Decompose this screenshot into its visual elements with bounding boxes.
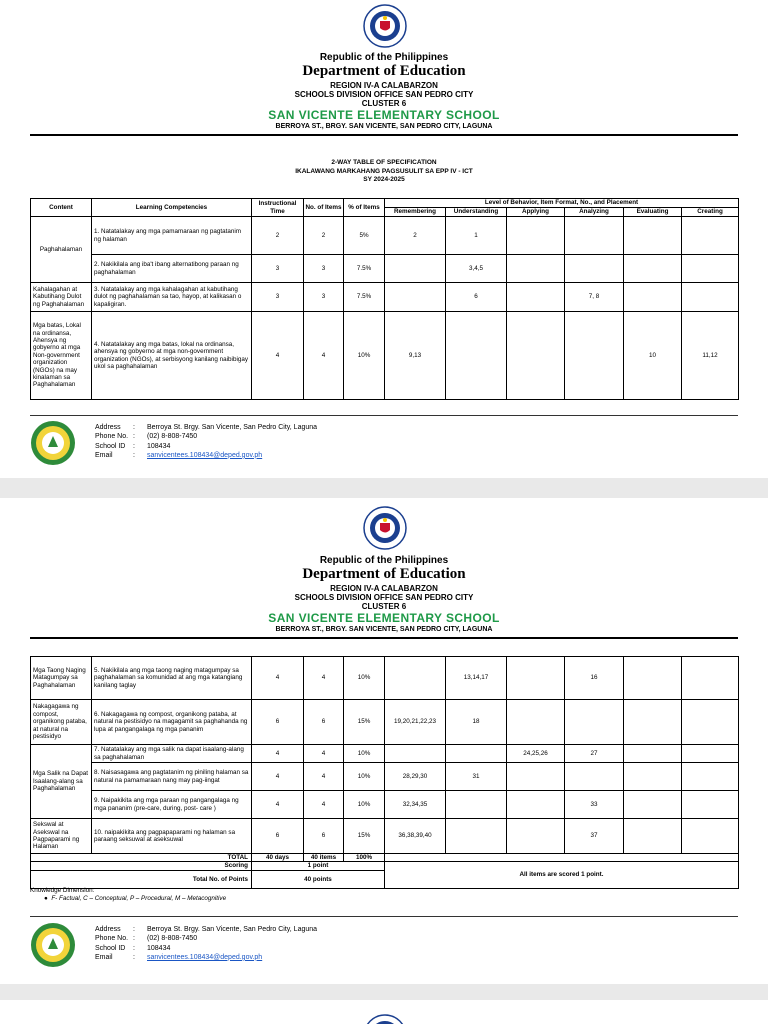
table-row (31, 819, 739, 854)
percent-cell: 10% (344, 791, 385, 819)
separator: : (133, 926, 135, 933)
page-2 (0, 498, 768, 984)
creating-cell (682, 791, 739, 819)
creating-cell (682, 819, 739, 854)
evaluating-cell (624, 819, 682, 854)
competency-cell: 4. Natatalakay ang mga batas, lokal na ordinansa, ahensya ng gobyerno at mga non-government organization (NGOs), at serbisyong kanilang naibibigay ukol sa paghahalaman (92, 312, 252, 400)
scoring-label: Scoring (31, 862, 252, 870)
cluster-label: CLUSTER 6 (361, 99, 407, 108)
page-3 (0, 1000, 768, 1024)
remembering-cell (385, 745, 446, 763)
email-label: Email (95, 953, 113, 961)
division-label: SCHOOLS DIVISION OFFICE SAN PEDRO CITY (294, 90, 474, 99)
percent-cell: 5% (344, 217, 385, 255)
school-id-label: School ID (95, 442, 126, 450)
applying-cell (507, 763, 565, 791)
time-cell: 4 (252, 657, 304, 700)
understanding-cell: 6 (446, 283, 507, 312)
total-row (31, 854, 739, 862)
total-time: 40 days (252, 854, 304, 862)
applying-cell (507, 700, 565, 745)
separator: : (133, 953, 135, 961)
col-time: Instructional Time (252, 199, 304, 217)
republic-label: Republic of the Philippines (319, 52, 449, 63)
school-logo-icon (30, 420, 76, 466)
content-cell: Nakagagawa ng compost, organikong pataba, at natural na pestisidyo (31, 700, 92, 745)
evaluating-cell (624, 700, 682, 745)
remembering-cell: 28,29,30 (385, 763, 446, 791)
remembering-cell: 2 (385, 217, 446, 255)
table-row (31, 255, 739, 283)
items-cell: 4 (304, 763, 344, 791)
percent-cell: 7.5% (344, 255, 385, 283)
phone-value: (02) 8-808-7450 (147, 935, 198, 943)
understanding-cell: 13,14,17 (446, 657, 507, 700)
tos-table-page1 (30, 198, 739, 400)
remembering-cell (385, 255, 446, 283)
region-label: REGION IV-A CALABARZON (330, 584, 438, 593)
items-cell: 4 (304, 745, 344, 763)
time-cell: 4 (252, 791, 304, 819)
total-items: 40 items (304, 854, 344, 862)
cluster-label: CLUSTER 6 (361, 602, 407, 611)
footer-contact (95, 423, 317, 460)
col-percent: % of Items (344, 199, 385, 217)
content-cell: Mga Salik na Dapat Isaalang-alang sa Paghahalaman (31, 745, 92, 819)
percent-cell: 10% (344, 763, 385, 791)
address-label: Address (95, 926, 121, 933)
percent-cell: 10% (344, 312, 385, 400)
analyzing-cell (565, 217, 624, 255)
applying-cell: 24,25,26 (507, 745, 565, 763)
understanding-cell: 3,4,5 (446, 255, 507, 283)
applying-cell (507, 255, 565, 283)
address-value: Berroya St. Brgy. San Vicente, San Pedro City, Laguna (147, 424, 318, 431)
time-cell: 4 (252, 745, 304, 763)
applying-cell (507, 283, 565, 312)
separator: : (133, 451, 135, 459)
competency-cell: 8. Naisasagawa ang pagtatanim ng piniling halaman sa natural na pamamaraan nang may pag-iingat (92, 763, 252, 791)
knowledge-legend-text: F- Factual, C – Conceptual, P – Procedural, M – Metacognitive (51, 895, 227, 902)
remembering-cell (385, 283, 446, 312)
email-label: Email (95, 451, 113, 459)
deped-seal-icon (363, 1014, 407, 1024)
items-cell: 6 (304, 700, 344, 745)
competency-cell: 10. naipakikita ang pagpapaparami ng halaman sa paraang seksuwal at aseksuwal (92, 819, 252, 854)
creating-cell (682, 657, 739, 700)
school-logo-icon (30, 922, 76, 968)
creating-cell (682, 745, 739, 763)
competency-cell: 3. Natatalakay ang mga kahalagahan at kabutihang dulot ng paghahalaman sa tao, hayop, at kalikasan o kapaligiran. (92, 283, 252, 312)
analyzing-cell (565, 763, 624, 791)
total-label: TOTAL (31, 854, 252, 862)
points-label: Total No. of Points (31, 870, 252, 888)
page-1 (0, 0, 768, 478)
evaluating-cell: 10 (624, 312, 682, 400)
time-cell: 3 (252, 283, 304, 312)
analyzing-cell: 27 (565, 745, 624, 763)
understanding-cell (446, 819, 507, 854)
col-understanding: Understanding (446, 208, 507, 217)
col-analyzing: Analyzing (565, 208, 624, 217)
scoring-value: 1 point (252, 862, 385, 870)
creating-cell (682, 283, 739, 312)
evaluating-cell (624, 791, 682, 819)
col-applying: Applying (507, 208, 565, 217)
analyzing-cell: 16 (565, 657, 624, 700)
col-content: Content (31, 199, 92, 217)
col-creating: Creating (682, 208, 739, 217)
table-row (31, 312, 739, 400)
title-line-1: 2-WAY TABLE OF SPECIFICATION (331, 159, 437, 166)
content-cell: Paghahalaman (31, 217, 92, 283)
total-percent: 100% (344, 854, 385, 862)
understanding-cell: 31 (446, 763, 507, 791)
knowledge-legend: ● F- Factual, C – Conceptual, P – Procedural, M – Metacognitive (44, 895, 227, 902)
footer-divider (30, 415, 738, 416)
title-line-2: IKALAWANG MARKAHANG PAGSUSULIT SA EPP IV - ICT (295, 167, 473, 175)
evaluating-cell (624, 657, 682, 700)
time-cell: 2 (252, 217, 304, 255)
table-row (31, 745, 739, 763)
understanding-cell (446, 791, 507, 819)
school-id-value: 108434 (147, 944, 171, 952)
separator: : (133, 433, 135, 441)
col-evaluating: Evaluating (624, 208, 682, 217)
department-label: Department of Education (302, 63, 466, 79)
percent-cell: 10% (344, 657, 385, 700)
items-cell: 2 (304, 217, 344, 255)
understanding-cell: 1 (446, 217, 507, 255)
email-link[interactable]: sanvicentees.108434@deped.gov.ph (147, 451, 263, 459)
address-label: Address (95, 424, 121, 431)
competency-cell: 2. Nakikilala ang iba't ibang alternatibong paraan ng paghahalaman (92, 255, 252, 283)
applying-cell (507, 217, 565, 255)
creating-cell (682, 255, 739, 283)
time-cell: 4 (252, 312, 304, 400)
creating-cell (682, 700, 739, 745)
remembering-cell: 32,34,35 (385, 791, 446, 819)
table-row (31, 217, 739, 255)
total-blank (385, 854, 739, 862)
school-address: BERROYA ST., BRGY. SAN VICENTE, SAN PEDRO CITY, LAGUNA (275, 123, 493, 130)
remembering-cell: 9,13 (385, 312, 446, 400)
analyzing-cell (565, 255, 624, 283)
time-cell: 4 (252, 763, 304, 791)
school-id-label: School ID (95, 944, 126, 952)
separator: : (133, 935, 135, 943)
items-cell: 4 (304, 312, 344, 400)
separator: : (133, 424, 135, 431)
region-label: REGION IV-A CALABARZON (330, 81, 438, 90)
items-cell: 3 (304, 255, 344, 283)
remembering-cell: 36,38,39,40 (385, 819, 446, 854)
knowledge-label: Knowledge Dimension: (30, 887, 95, 894)
footer (30, 420, 738, 470)
remembering-cell (385, 657, 446, 700)
republic-label: Republic of the Philippines (319, 555, 449, 566)
applying-cell (507, 819, 565, 854)
department-label: Department of Education (302, 566, 466, 582)
tos-table-page2 (30, 656, 739, 889)
competency-cell: 9. Naipakikita ang mga paraan ng pangangalaga ng mga pananim (pre-care, during, post- care ) (92, 791, 252, 819)
header-divider (30, 637, 738, 639)
deped-seal-icon (363, 506, 407, 550)
phone-value: (02) 8-808-7450 (147, 433, 198, 441)
table-row (31, 700, 739, 745)
competency-cell: 1. Natatalakay ang mga pamamaraan ng pagtatanim ng halaman (92, 217, 252, 255)
header-divider (30, 134, 738, 136)
col-items: No. of Items (304, 199, 344, 217)
footer (30, 922, 738, 972)
knowledge-dimension (30, 887, 226, 903)
points-value: 40 points (252, 870, 385, 888)
percent-cell: 10% (344, 745, 385, 763)
items-cell: 3 (304, 283, 344, 312)
analyzing-cell: 33 (565, 791, 624, 819)
phone-label: Phone No. (95, 433, 129, 441)
scoring-row (31, 862, 739, 870)
analyzing-cell: 7, 8 (565, 283, 624, 312)
content-cell: Kahalagahan at Kabutihang Dulot ng Paghahalaman (31, 283, 92, 312)
phone-label: Phone No. (95, 935, 129, 943)
evaluating-cell (624, 745, 682, 763)
percent-cell: 15% (344, 819, 385, 854)
school-address: BERROYA ST., BRGY. SAN VICENTE, SAN PEDRO CITY, LAGUNA (275, 626, 493, 633)
email-link[interactable]: sanvicentees.108434@deped.gov.ph (147, 953, 263, 961)
table-row (31, 763, 739, 791)
col-level: Level of Behavior, Item Format, No., and Placement (385, 199, 739, 208)
content-cell: Sekswal at Asekswal na Pagpaparami ng Halaman (31, 819, 92, 854)
time-cell: 6 (252, 700, 304, 745)
remembering-cell: 19,20,21,22,23 (385, 700, 446, 745)
items-cell: 4 (304, 791, 344, 819)
school-id-value: 108434 (147, 442, 171, 450)
separator: : (133, 944, 135, 952)
understanding-cell (446, 312, 507, 400)
analyzing-cell: 37 (565, 819, 624, 854)
competency-cell: 5. Nakikilala ang mga taong naging matagumpay sa paghahalaman sa komunidad at ang mga katangiang kanilang taglay (92, 657, 252, 700)
footer-contact (95, 925, 317, 962)
items-cell: 6 (304, 819, 344, 854)
understanding-cell (446, 745, 507, 763)
school-name: SAN VICENTE ELEMENTARY SCHOOL (268, 108, 500, 122)
address-value: Berroya St. Brgy. San Vicente, San Pedro City, Laguna (147, 926, 318, 933)
col-remembering: Remembering (385, 208, 446, 217)
deped-seal-icon (363, 4, 407, 48)
analyzing-cell (565, 700, 624, 745)
percent-cell: 7.5% (344, 283, 385, 312)
table-row (31, 791, 739, 819)
footer-divider (30, 916, 738, 917)
percent-cell: 15% (344, 700, 385, 745)
evaluating-cell (624, 763, 682, 791)
applying-cell (507, 657, 565, 700)
separator: : (133, 442, 135, 450)
table-row (31, 283, 739, 312)
time-cell: 3 (252, 255, 304, 283)
time-cell: 6 (252, 819, 304, 854)
applying-cell (507, 312, 565, 400)
creating-cell: 11,12 (682, 312, 739, 400)
division-label: SCHOOLS DIVISION OFFICE SAN PEDRO CITY (294, 593, 474, 602)
evaluating-cell (624, 283, 682, 312)
analyzing-cell (565, 312, 624, 400)
title-line-3: SY 2024-2025 (363, 176, 405, 183)
creating-cell (682, 763, 739, 791)
creating-cell (682, 217, 739, 255)
scoring-note: All items are scored 1 point. (385, 862, 739, 888)
competency-cell: 6. Nakagagawa ng compost, organikong pataba, at natural na pestisidyo na magagamit sa paghahanda ng lupa at pangangalaga ng mga pananim (92, 700, 252, 745)
school-name: SAN VICENTE ELEMENTARY SCHOOL (268, 611, 500, 625)
col-competencies: Learning Competencies (92, 199, 252, 217)
understanding-cell: 18 (446, 700, 507, 745)
content-cell: Mga batas, Lokal na ordinansa, Ahensya ng gobyerno at mga Non-government organization (NGOs) na may kinalaman sa Paghahalaman (31, 312, 92, 400)
evaluating-cell (624, 217, 682, 255)
table-row (31, 657, 739, 700)
competency-cell: 7. Natatalakay ang mga salik na dapat isaalang-alang sa paghahalaman (92, 745, 252, 763)
document-title (0, 159, 768, 185)
applying-cell (507, 791, 565, 819)
content-cell: Mga Taong Naging Matagumpay sa Paghahalaman (31, 657, 92, 700)
items-cell: 4 (304, 657, 344, 700)
evaluating-cell (624, 255, 682, 283)
